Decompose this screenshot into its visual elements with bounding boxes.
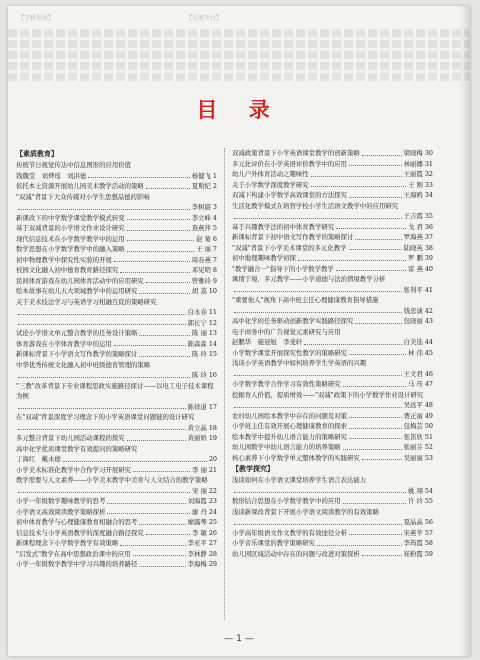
toc-entry-author-page: 王海鸥 34 [403,191,433,199]
dot-leader [127,433,186,441]
toc-entry-meta [232,400,433,411]
bleed-header-right: 【交流平台】 [186,15,223,22]
toc-entry[interactable] [232,295,433,316]
toc-entry[interactable] [232,264,433,275]
dot-leader [18,486,190,494]
toc-entry[interactable] [232,201,433,222]
toc-entry-title[interactable]: 初中地理趣味教学初探 [232,254,296,262]
toc-entry[interactable] [16,496,217,507]
dot-leader [146,276,190,284]
dot-leader [88,171,189,179]
toc-entry[interactable] [16,339,217,350]
dot-leader [234,369,402,377]
dot-leader [311,169,402,177]
dot-leader [349,421,402,429]
dot-leader [139,517,185,525]
dot-leader [18,423,186,431]
toc-entry-title[interactable]: 核心素养下小学数学单元整体教学的实践研究 [232,453,360,462]
toc-entry-author-page: 宋 丽 22 [192,486,217,495]
toc-entry-author-page: 罗海燕 37 [403,233,433,241]
toc-entry-author-page: 曾雅玲 9 [191,276,217,285]
toc-entry-meta [16,402,217,413]
dot-leader [349,190,402,198]
toc-entry-authors: 赵鹏华 施冠旭 李斐轩 [232,338,303,346]
toc-entry[interactable] [232,475,433,496]
toc-entry-author-page: 李筠霞 58 [403,539,433,547]
toc-entry[interactable] [16,181,217,192]
toc-entry[interactable] [232,549,433,560]
toc-entry-title[interactable]: "重要他人"视角下高中班主任心理健康教育指导措施 [232,296,379,304]
toc-entry-title[interactable]: 挖掘育人价值，提质增效——"双减"政策下的小学数学作业设计研究 [232,390,424,399]
toc-entry[interactable] [16,538,217,549]
dot-leader [139,559,185,567]
toc-entry[interactable] [232,159,433,170]
toc-entry[interactable] [232,411,433,422]
toc-entry-title[interactable]: 幼儿园数学中幼儿语言能力的培养策略 [232,443,341,451]
toc-entry[interactable] [16,276,217,287]
toc-entry-author-page: 李海梅 29 [187,560,217,568]
toc-entry-title[interactable]: 生活化教学模式在培智学校小学生活语文教学中的应用研究 [232,201,399,210]
toc-entry-author-page: 李树韶 3 [191,203,217,211]
toc-entry[interactable] [16,528,217,539]
toc-entry-title[interactable]: 幼儿园区域活动中存在的问题与改进对策探析 [232,549,360,558]
toc-entry-author-page: 陈 玲 16 [192,371,217,379]
toc-entry-title[interactable]: 数学思想在小学数学教学中的融入策略 [16,245,125,253]
toc-entry-title[interactable]: 民间体育游戏在幼儿园体育活动中的应用研究 [16,276,144,285]
page-edge-shadow [460,6,470,656]
toc-entry[interactable] [232,453,433,464]
toc-entry[interactable] [232,148,433,159]
toc-entry[interactable] [232,379,433,390]
dot-leader [234,306,402,314]
toc-entry-author-page: 宋燕苹 57 [403,528,433,537]
toc-entry-author-page: 刘海霞 23 [187,497,217,505]
toc-entry[interactable] [16,507,217,518]
toc-entry-author-page: 张丽芬 52 [403,443,433,451]
toc-entry[interactable] [16,381,217,413]
toc-entry-title[interactable]: 小学美术标准化教学中合作学习开展研究 [16,465,132,474]
toc-entry[interactable] [232,358,433,379]
toc-entry[interactable] [232,169,433,180]
toc-entry-title[interactable]: 高中化学优质课堂教学有效提问的策略研究 [16,444,138,453]
dot-leader [336,264,406,272]
toc-entry-title[interactable]: 现代信息技术在小学数学教学中的运用 [16,234,125,243]
toc-entry-title[interactable]: 高中化学的任务驱动创新教学实践路径探究 [232,317,354,325]
toc-entry-author-page: 李 敏 26 [192,528,217,537]
toc-entry-title[interactable]: "双减"背景下大众传媒对小学生思想品德的影响 [16,192,150,201]
toc-entry-meta [232,486,433,497]
toc-entry-title[interactable]: 数形结合思想在小学数学教学中的应用 [232,497,341,505]
toc-entry[interactable] [16,360,217,381]
dot-leader [349,528,402,536]
dot-leader [18,370,190,378]
dot-leader [349,348,406,356]
dot-leader [146,181,190,189]
toc-entry-author-page: 雷 燕 40 [408,264,433,273]
toc-entry-author-page: 许 玲 55 [408,497,433,505]
toc-entry-meta [232,306,433,317]
toc-entry-author-page: 张笛欣 51 [403,432,433,441]
toc-entry-author-page: 查燕萍 5 [191,224,217,232]
toc-entry[interactable] [16,559,217,570]
dot-leader [362,549,402,557]
toc-entry-author-page: 黄立晶 18 [187,423,217,432]
toc-entry[interactable] [232,390,433,411]
dot-leader [234,285,402,293]
dot-leader [127,234,194,242]
toc-entry-title[interactable]: 浅谈如何在小学语文课堂培养学生语言表达能力 [232,476,367,484]
toc-entry-title[interactable]: 中华优秀传统文化融入初中班级德育管理的策略 [16,360,151,369]
dot-leader [63,454,207,462]
toc-entry-title[interactable]: 幼儿户外体育活动之趣味性 [232,170,309,178]
toc-entry-title[interactable]: 小学班主任有效开展心理健康教育的探索 [232,422,348,430]
toc-entry-title[interactable]: 双减政策背景下小学英语课堂教学的创新策略 [232,149,360,157]
toc-entry-title[interactable]: 小学数学教学合作学习有效性策略研究 [232,380,341,388]
toc-entry-author-page: 陈 丽 13 [192,329,217,337]
toc-entry-authors: 钱魏莹 刘烨瑶 刘洪德 [16,171,87,180]
toc-entry-meta [232,369,433,380]
dot-leader [234,400,402,408]
dot-leader [127,213,190,221]
toc-entry[interactable] [232,316,433,327]
toc-left-column [16,148,217,570]
toc-entry-title[interactable]: 寓情于境，多元教学——小学道德与法治情境教学分析 [232,275,386,283]
toc-entry-title[interactable]: 浅谈新课改背景下开展小学语文阅读教学的有效策略 [232,507,379,516]
toc-entry[interactable] [232,222,433,233]
toc-entry-meta [16,454,217,465]
dot-leader [234,517,402,525]
toc-entry-author-page: 陈祥道 17 [187,402,217,411]
toc-entry-meta [232,337,433,348]
toc-entry-author-page: 陈 玲 15 [192,350,217,358]
toc-entry-title[interactable]: 小学音乐课堂的教学策略研究 [232,539,316,547]
toc-entry-title[interactable]: 绘本故事在幼儿五大领域教学中的运用研究 [16,287,138,295]
toc-entry-title[interactable]: 传统节日视觉传达中信息图形的应用价值 [16,161,132,169]
toc-entry-author-page: 李立峰 4 [191,213,217,222]
dot-leader [343,379,406,387]
toc-entry-author-page: 吴远平 48 [403,401,433,409]
toc-entry-title[interactable]: 双减下构建小学数学高效课堂的方法探究 [232,191,348,199]
toc-entry[interactable] [16,475,217,496]
toc-entry-author-page: 李林静 28 [187,549,217,558]
dot-leader [349,159,402,167]
toc-entry-meta [16,423,217,434]
page-number: — 1 — [224,634,254,644]
toc-entry-title[interactable]: 小学语文高效阅读教学策略探析 [16,507,106,516]
toc-entry-author-page: 20 [208,455,217,463]
dot-leader [133,549,186,557]
dot-leader [18,318,186,326]
toc-entry[interactable] [16,244,217,255]
bleed-header-left: 【学科发展】 [18,15,55,22]
dot-leader [304,337,401,345]
toc-entry[interactable] [16,265,217,276]
toc-entry[interactable] [232,507,433,528]
toc-entry[interactable] [16,412,217,433]
toc-entry[interactable] [232,253,433,264]
toc-entry-meta [232,211,433,222]
section-heading: 【教学探究】 [232,465,274,473]
dot-leader [311,180,406,188]
toc-entry-title[interactable]: 新课程理念下小学数学教学有效策略 [16,539,119,547]
toc-entry[interactable] [16,465,217,476]
toc-entry-title[interactable]: "启发式"教学在高中思想政治课中的应用 [16,549,131,558]
toc-entry-title[interactable]: 信息技术与小学英语教学的深度融合路径探究 [16,528,144,537]
toc-entry-author-page: 李 丽 21 [192,465,217,474]
toc-right-column [232,148,433,559]
toc-entry-title[interactable]: 小学高年级语文作文教学的有效途径分析 [232,528,348,537]
toc-entry-author-page: 王 刚 33 [408,180,433,189]
toc-entry-title[interactable]: 新课标背景下小学语文写作教学的策略探讨 [16,350,138,358]
toc-entry-title[interactable]: 农村幼儿园绘本教学中存在的问题及对策 [232,411,348,420]
dot-leader [349,432,402,440]
toc-entry-title[interactable]: 关于小学数学深度教学研究 [232,180,309,189]
toc-entry[interactable] [16,160,217,181]
dot-leader [146,528,190,536]
toc-entry[interactable] [16,234,217,245]
toc-entry-author-page: 白永春 11 [187,308,217,316]
dot-leader [18,307,186,315]
toc-entry-title[interactable]: 绘本教学中提升幼儿语言能力的策略研究 [232,432,348,441]
toc-entry-author-page: 钱忠诚 42 [403,306,433,315]
toc-entry-title[interactable]: 初中物理教学中探究性实验的开展 [16,255,112,264]
dot-leader [234,486,406,494]
dot-leader [107,507,190,515]
toc-entry-title[interactable]: 基于双减背景的小学语文作业设计研究 [16,224,125,232]
toc-entry-meta [232,285,433,296]
toc-entry-author-page: 邓见明 8 [191,266,217,274]
dot-leader [133,465,190,473]
toc-entry-meta [16,202,217,213]
toc-entry-author-page: 姚 翔 54 [408,486,433,495]
toc-entry[interactable] [232,421,433,432]
toc-entry[interactable] [16,286,217,297]
toc-entry-author-page: 包晓丽 43 [403,317,433,325]
toc-entry[interactable] [16,433,217,444]
toc-entry-author-page: 罗 鹏 39 [408,254,433,262]
toc-entry-author-page: 王吉霞 35 [403,212,433,220]
toc-entry-title[interactable]: 依托本土资源开展幼儿园美术教学活动的策略 [16,182,144,190]
toc-entry-author-page: 吴丽丽 53 [403,453,433,462]
toc-page [8,6,470,656]
toc-entry-title[interactable]: 关于美术技法学习与英语学习相融互促的策略研究 [16,297,157,306]
toc-entry-author-page: 夏斯纪 2 [191,182,217,190]
toc-entry-title[interactable]: 电子商务中的广告视觉元素研究与应用 [232,327,341,336]
toc-entry[interactable] [232,442,433,453]
dot-leader [355,232,401,240]
toc-entry-title[interactable]: 多元整合背景下幼儿园活动课程的探究 [16,434,125,442]
toc-entry[interactable] [232,348,433,359]
toc-entry-author-page: 陈森森 14 [187,339,217,348]
toc-entry-title[interactable]: 体育游戏在小学体育教学中的运用 [16,339,112,348]
toc-entry-title[interactable]: 在"双减"背景深度学习理念下的小学英语课堂问题链的设计研究 [16,413,195,421]
toc-entry-author-page: 周春燕 7 [191,255,217,264]
toc-entry[interactable] [16,192,217,213]
toc-entry[interactable] [16,297,217,318]
toc-entry[interactable] [16,328,217,339]
toc-entry-title[interactable]: "双减"背景下小学美术课堂的多元化教学 [232,243,347,252]
dot-leader [114,339,186,347]
dot-leader [355,316,401,324]
toc-entry-meta [16,486,217,497]
toc-entry[interactable] [232,243,433,254]
toc-entry-author-page: 包梅芸 50 [403,422,433,430]
dot-leader [18,202,190,210]
toc-entry-author-page: 李亚平 27 [187,539,217,547]
toc-entry-author-page: 廖露琴 25 [187,518,217,526]
toc-entry-author-page: 张利平 41 [403,285,433,294]
dot-leader [298,253,406,261]
toc-entry-title[interactable]: 新课标背景下初中语文写作教学的策略探讨 [232,233,354,241]
toc-entry[interactable] [232,538,433,549]
toc-entry[interactable] [232,496,433,507]
toc-entry-meta [16,171,217,182]
dot-leader [127,244,194,252]
toc-entry-title[interactable]: 初中体育教学与心理健康教育相融合的思考 [16,518,138,526]
toc-entry-author-page: 林 伟 45 [408,348,433,357]
toc-entry[interactable] [232,528,433,539]
dot-leader [120,538,185,546]
dot-leader [343,442,402,450]
toc-entry-author-page: 赵 菊 6 [196,234,217,243]
toc-entry-author-page: 林丽娜 31 [403,159,433,168]
toc-entry[interactable] [16,213,217,224]
toc-entry[interactable] [16,318,217,329]
dot-leader [139,286,190,294]
dot-leader [336,222,406,230]
toc-entry-author-page: 黄丽娇 19 [187,434,217,442]
toc-entry[interactable] [16,255,217,266]
toc-entry-author-page: 胡 荔 10 [192,287,217,295]
toc-entry-author-page: 王文君 46 [403,369,433,378]
dot-leader [234,211,402,219]
toc-entry-author-page: 白美选 44 [403,338,433,346]
dot-leader [127,223,190,231]
toc-entry-author-page: 廖 丹 24 [192,507,217,516]
toc-entry[interactable] [232,180,433,191]
toc-entry-author-page: 崔粉霞 59 [403,549,433,558]
toc-entry-title[interactable]: 小学一年级数学趣味教学的思考 [16,497,106,505]
toc-entry-title[interactable]: 多元化评价在小学英语评价教学中的应用 [232,159,348,168]
page-title: 目 录 [196,98,282,122]
toc-entry-author-page: 杨健飞 1 [191,171,217,180]
toc-entry-author-page: 夏晶晶 56 [403,518,433,526]
column-divider [224,148,225,620]
toc-entry-title[interactable]: 校园文化融入初中德育教育路径探究 [16,266,119,274]
toc-entry-author-page: 陆晓英 38 [403,243,433,252]
toc-entry[interactable] [16,444,217,465]
toc-entry-author-page: 梁晓梅 30 [403,149,433,157]
toc-entry-author-page: 马 珏 47 [408,380,433,388]
toc-entry-title[interactable]: 小学一年级数学教学中学习兴趣的培养路径 [16,560,138,568]
bleed-through-text [8,26,470,86]
toc-entry-authors: 丁海红 戴永德 [16,455,61,463]
toc-entry-title[interactable]: "教学融合一"指导下的小学数学教学 [232,264,334,273]
toc-entry-meta [16,307,217,318]
dot-leader [349,243,402,251]
dot-leader [139,328,190,336]
toc-entry-title[interactable]: 小学数学课堂开展探究性教学的策略研究 [232,348,348,357]
toc-entry[interactable] [16,223,217,234]
toc-entry[interactable] [232,274,433,295]
toc-entry[interactable] [232,432,433,443]
toc-entry[interactable] [16,349,217,360]
dot-leader [120,265,189,273]
toc-entry-author-page: 王丽霞 32 [403,170,433,178]
toc-entry-author-page: 王 丽 7 [196,245,217,253]
toc-entry[interactable] [232,232,433,243]
toc-entry-meta [232,517,433,528]
toc-entry[interactable] [16,549,217,560]
dot-leader [139,349,190,357]
toc-entry-title[interactable]: 新课改下的中学数学课堂教学模式转变 [16,213,125,222]
dot-leader [362,148,402,156]
toc-entry-author-page: 戈 君 36 [408,222,433,231]
toc-entry-title[interactable]: "三教"改革背景下专业课程思政实施路径探讨——以电工电子技术课程为例 [16,381,214,400]
toc-entry-title[interactable]: 试论小学语文单元整合教学的任务设计策略 [16,329,138,337]
toc-entry[interactable] [232,190,433,201]
dot-leader [317,538,402,546]
dot-leader [349,411,402,419]
toc-entry-title[interactable]: 基于兴趣教学法的初中体育教学研究 [232,222,335,231]
dot-leader [362,453,402,461]
dot-leader [107,496,185,504]
toc-entry[interactable] [16,517,217,528]
toc-entry-meta [16,370,217,381]
toc-entry[interactable] [232,327,433,348]
toc-entry-title[interactable]: 浅谈小学英语教学中如何培养学生学英语的兴趣 [232,359,367,367]
dot-leader [114,255,190,263]
toc-entry-title[interactable]: 教学需要与人文素养——小学美术教学中美育与人文结合的教学策略 [16,476,208,484]
dot-leader [343,496,406,504]
section-heading: 【素质教育】 [16,150,58,158]
toc-entry-author-page: 郭长宁 12 [187,318,217,327]
dot-leader [18,402,186,410]
toc-entry-author-page: 曹正丽 49 [403,411,433,420]
